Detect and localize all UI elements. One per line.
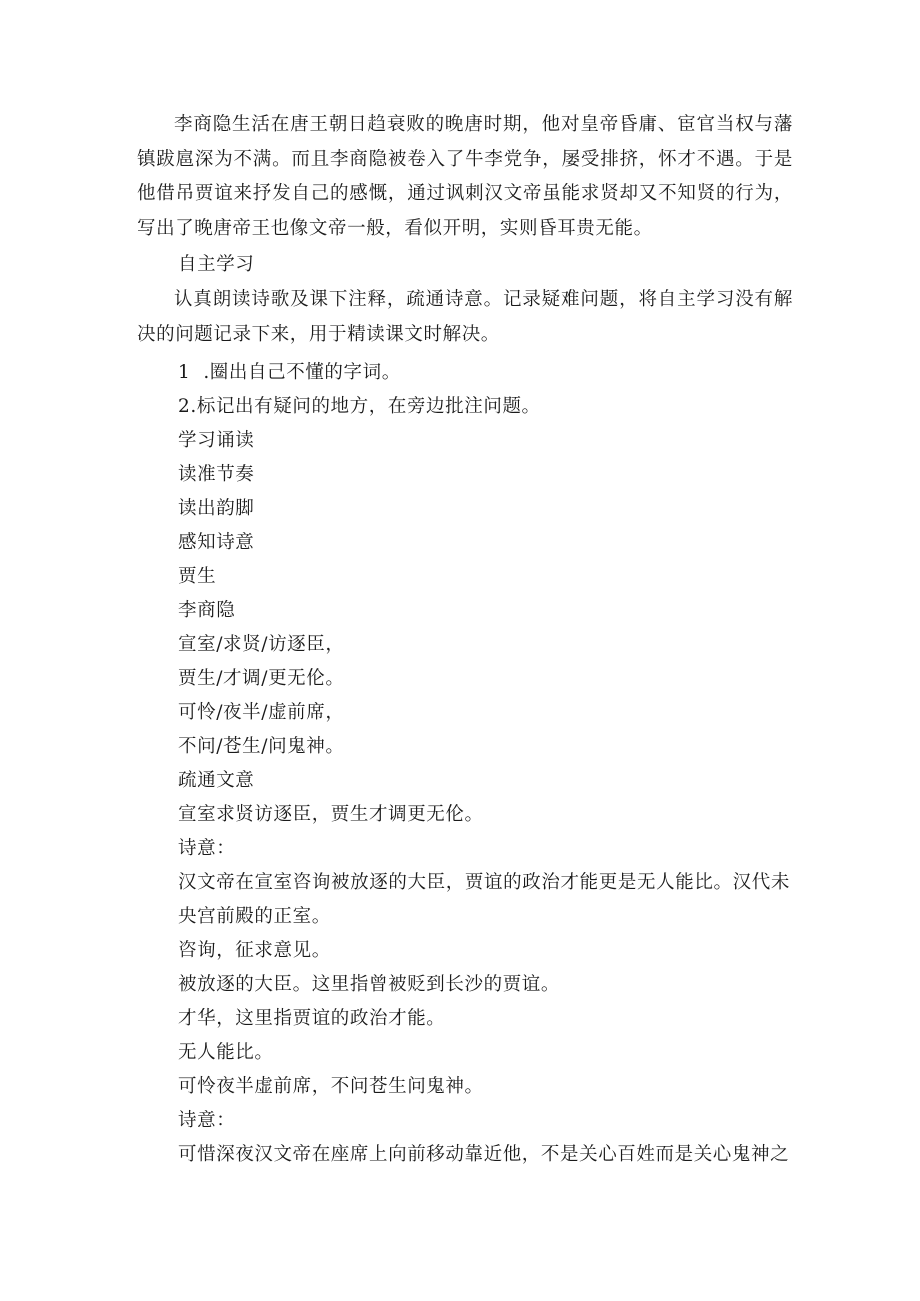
rhyme-step: 读出韵脚 — [178, 498, 255, 519]
couplet-2: 可怜夜半虚前席，不问苍生问鬼神。 — [178, 1076, 484, 1097]
perceive-step: 感知诗意 — [178, 532, 255, 553]
rhythm-step: 读准节奏 — [178, 464, 255, 485]
meaning-paragraph-1: 汉文帝在宣室咨询被放逐的大臣，贾谊的政治才能更是无人能比。汉代未央宫前殿的正室。 — [178, 872, 790, 927]
self-study-heading: 自主学习 — [178, 254, 255, 275]
poem-line-4: 不问/苍生/问鬼神。 — [178, 736, 345, 757]
intro-paragraph: 李商隐生活在唐王朝日趋衰败的晚唐时期，他对皇帝昏庸、宦官当权与藩镇跋扈深为不满。而且李商隐被卷入了牛李党争，屡受排挤，怀才不遇。于是他借吊贾谊来抒发自己的感慨，通过讽刺汉文帝虽能求贤却又不知贤的行为，写出了晚唐帝王也像文帝一般，看似开明，实则昏耳贵无能。 — [137, 114, 793, 239]
poem-meaning-label-2: 诗意： — [178, 1110, 236, 1131]
note-3: 才华，这里指贾谊的政治才能。 — [178, 1008, 446, 1029]
self-study-paragraph: 认真朗读诗歌及课下注释，疏通诗意。记录疑难问题，将自主学习没有解决的问题记录下来，用于精读课文时解决。 — [137, 289, 793, 345]
note-2: 被放逐的大臣。这里指曾被贬到长沙的贾谊。 — [178, 974, 561, 995]
couplet-1: 宣室求贤访逐臣，贾生才调更无伦。 — [178, 804, 484, 825]
poem-meaning-label-1: 诗意： — [178, 838, 236, 859]
task-item-1: 1 .圈出自己不懂的字词。 — [178, 362, 401, 383]
task-item-2: 2.标记出有疑问的地方，在旁边批注问题。 — [178, 396, 541, 417]
poem-line-3: 可怜/夜半/虚前席， — [178, 702, 345, 723]
recite-heading: 学习诵读 — [178, 430, 255, 451]
note-4: 无人能比。 — [178, 1042, 274, 1063]
poem-line-1: 宣室/求贤/访逐臣， — [178, 634, 345, 655]
meaning-paragraph-2: 可惜深夜汉文帝在座席上向前移动靠近他，不是关心百姓而是关心鬼神之 — [178, 1144, 790, 1165]
poem-title: 贾生 — [178, 566, 217, 587]
note-1: 咨询，征求意见。 — [178, 940, 331, 961]
poem-author: 李商隐 — [178, 600, 236, 621]
meaning-heading: 疏通文意 — [178, 770, 255, 791]
poem-line-2: 贾生/才调/更无伦。 — [178, 668, 345, 689]
